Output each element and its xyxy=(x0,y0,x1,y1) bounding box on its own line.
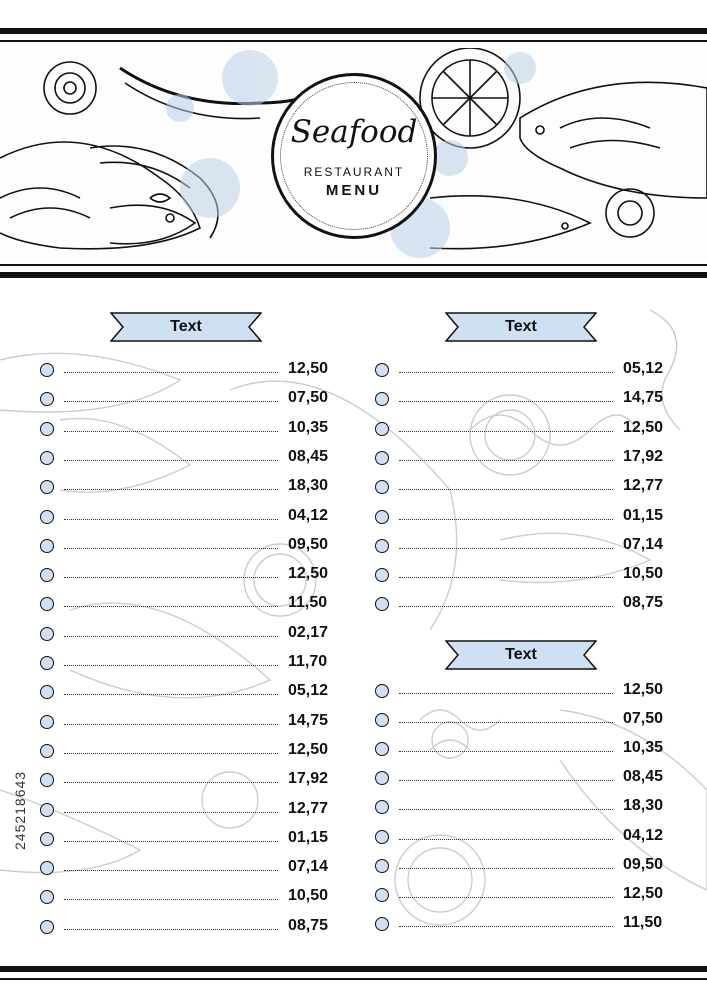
dotted-leader-line xyxy=(399,372,613,373)
bullet-circle-icon xyxy=(40,597,54,611)
item-price: 07,14 xyxy=(288,858,329,876)
menu-item-row xyxy=(40,653,338,675)
dotted-leader-line xyxy=(64,929,278,930)
dotted-leader-line xyxy=(399,897,613,898)
dotted-leader-line xyxy=(399,722,613,723)
banner-bottom-rule-thick xyxy=(0,272,707,278)
item-price: 14,75 xyxy=(288,711,329,729)
menu-item-row xyxy=(375,536,673,558)
item-price: 12,50 xyxy=(288,740,329,758)
bullet-circle-icon xyxy=(40,510,54,524)
item-price: 04,12 xyxy=(623,826,664,844)
bullet-circle-icon xyxy=(375,363,389,377)
bullet-circle-icon xyxy=(40,715,54,729)
dotted-leader-line xyxy=(399,519,613,520)
menu-label: MENU xyxy=(325,182,383,199)
item-price: 17,92 xyxy=(288,770,329,788)
restaurant-title: Seafood xyxy=(290,114,418,150)
menu-item-row xyxy=(375,797,673,819)
bullet-circle-icon xyxy=(40,539,54,553)
item-price: 12,50 xyxy=(623,884,664,902)
bullet-circle-icon xyxy=(375,451,389,465)
item-price: 07,50 xyxy=(623,710,664,728)
top-rule-thick xyxy=(0,28,707,34)
item-price: 05,12 xyxy=(288,682,329,700)
dotted-leader-line xyxy=(64,636,278,637)
menu-item-row xyxy=(375,885,673,907)
dotted-leader-line xyxy=(64,489,278,490)
menu-item-row xyxy=(40,565,338,587)
menu-item-row xyxy=(375,681,673,703)
menu-item-row xyxy=(40,594,338,616)
menu-item-row xyxy=(375,477,673,499)
bottom-rule-thin xyxy=(0,978,707,980)
bullet-circle-icon xyxy=(40,480,54,494)
bullet-circle-icon xyxy=(40,656,54,670)
item-price: 11,70 xyxy=(288,653,328,670)
bullet-circle-icon xyxy=(40,920,54,934)
item-price: 05,12 xyxy=(623,360,664,377)
menu-item-row xyxy=(375,856,673,878)
top-rule-thin xyxy=(0,40,707,42)
bullet-circle-icon xyxy=(40,890,54,904)
menu-item-row xyxy=(40,800,338,822)
bullet-circle-icon xyxy=(40,363,54,377)
dotted-leader-line xyxy=(399,868,613,869)
bullet-circle-icon xyxy=(40,744,54,758)
dotted-leader-line xyxy=(64,782,278,783)
bullet-circle-icon xyxy=(375,568,389,582)
dotted-leader-line xyxy=(399,780,613,781)
item-price: 18,30 xyxy=(288,477,329,495)
dotted-leader-line xyxy=(64,431,278,432)
menu-item-row xyxy=(40,477,338,499)
banner-bottom-rule-thin xyxy=(0,264,707,266)
item-price: 18,30 xyxy=(623,797,664,815)
item-price: 12,50 xyxy=(288,360,329,377)
stock-id-watermark: 245218643 xyxy=(12,770,28,850)
dotted-leader-line xyxy=(64,577,278,578)
menu-item-row xyxy=(40,682,338,704)
menu-item-row xyxy=(40,887,338,909)
item-price: 01,15 xyxy=(288,828,329,846)
section-1-heading: Text xyxy=(170,318,202,335)
menu-item-row xyxy=(375,389,673,411)
bullet-circle-icon xyxy=(375,422,389,436)
restaurant-subtitle: RESTAURANT xyxy=(303,165,405,179)
dotted-leader-line xyxy=(399,751,613,752)
dotted-leader-line xyxy=(399,431,613,432)
item-price: 10,50 xyxy=(288,887,329,905)
bullet-circle-icon xyxy=(375,830,389,844)
bullet-circle-icon xyxy=(375,742,389,756)
item-price: 08,75 xyxy=(288,916,329,934)
dotted-leader-line xyxy=(399,926,613,927)
bullet-circle-icon xyxy=(40,832,54,846)
bullet-circle-icon xyxy=(40,803,54,817)
menu-item-row xyxy=(40,419,338,441)
bullet-circle-icon xyxy=(375,917,389,931)
item-price: 01,15 xyxy=(623,506,664,524)
dotted-leader-line xyxy=(64,460,278,461)
dotted-leader-line xyxy=(399,460,613,461)
dotted-leader-line xyxy=(64,694,278,695)
item-price: 08,75 xyxy=(623,594,664,612)
bullet-circle-icon xyxy=(375,684,389,698)
item-price: 11,50 xyxy=(623,913,663,931)
item-price: 10,35 xyxy=(288,418,329,436)
item-price: 04,12 xyxy=(288,506,329,524)
item-price: 09,50 xyxy=(288,535,329,553)
dotted-leader-line xyxy=(399,577,613,578)
menu-item-row xyxy=(375,710,673,732)
menu-item-row xyxy=(40,858,338,880)
section-3-heading: Text xyxy=(505,646,537,663)
section-2-heading: Text xyxy=(505,318,537,335)
dotted-leader-line xyxy=(399,606,613,607)
menu-item-row xyxy=(375,360,673,382)
bullet-circle-icon xyxy=(40,773,54,787)
item-price: 10,50 xyxy=(623,565,664,583)
menu-item-row xyxy=(375,448,673,470)
menu-item-row xyxy=(40,829,338,851)
item-price: 07,14 xyxy=(623,535,664,553)
item-price: 12,77 xyxy=(288,799,329,817)
item-price: 11,50 xyxy=(288,594,328,612)
menu-item-row xyxy=(375,419,673,441)
item-price: 12,50 xyxy=(623,418,664,436)
item-price: 12,50 xyxy=(288,565,329,583)
menu-item-row xyxy=(40,389,338,411)
dotted-leader-line xyxy=(399,401,613,402)
dotted-leader-line xyxy=(64,753,278,754)
bullet-circle-icon xyxy=(375,480,389,494)
dotted-leader-line xyxy=(399,548,613,549)
dotted-leader-line xyxy=(64,812,278,813)
item-price: 07,50 xyxy=(288,389,329,407)
section-1-heading-ribbon xyxy=(110,312,262,342)
dotted-leader-line xyxy=(64,899,278,900)
dotted-leader-line xyxy=(64,665,278,666)
dotted-leader-line xyxy=(64,548,278,549)
dotted-leader-line xyxy=(64,372,278,373)
menu-item-row xyxy=(40,448,338,470)
bullet-circle-icon xyxy=(40,422,54,436)
item-price: 08,45 xyxy=(623,768,664,786)
menu-item-row xyxy=(375,739,673,761)
menu-item-row xyxy=(375,768,673,790)
dotted-leader-line xyxy=(64,519,278,520)
menu-item-row xyxy=(375,565,673,587)
item-price: 12,50 xyxy=(623,681,664,698)
restaurant-logo-badge xyxy=(271,73,437,239)
menu-item-row xyxy=(40,770,338,792)
item-price: 17,92 xyxy=(623,447,664,465)
menu-item-row xyxy=(40,507,338,529)
dotted-leader-line xyxy=(64,841,278,842)
menu-item-row xyxy=(40,712,338,734)
dotted-leader-line xyxy=(399,839,613,840)
badge-dotted-ring xyxy=(280,82,428,230)
dotted-leader-line xyxy=(64,401,278,402)
bullet-circle-icon xyxy=(375,859,389,873)
menu-item-row xyxy=(40,624,338,646)
bullet-circle-icon xyxy=(375,771,389,785)
bullet-circle-icon xyxy=(40,568,54,582)
item-price: 10,35 xyxy=(623,739,664,757)
menu-item-row xyxy=(375,507,673,529)
menu-item-row xyxy=(40,360,338,382)
bullet-circle-icon xyxy=(40,627,54,641)
section-3-heading-ribbon xyxy=(445,640,597,670)
bullet-circle-icon xyxy=(40,451,54,465)
dotted-leader-line xyxy=(64,724,278,725)
bullet-circle-icon xyxy=(375,800,389,814)
bottom-rule-thick xyxy=(0,966,707,972)
dotted-leader-line xyxy=(399,489,613,490)
bullet-circle-icon xyxy=(375,539,389,553)
menu-item-row xyxy=(375,827,673,849)
bullet-circle-icon xyxy=(375,713,389,727)
dotted-leader-line xyxy=(64,870,278,871)
dotted-leader-line xyxy=(399,809,613,810)
dotted-leader-line xyxy=(64,606,278,607)
item-price: 12,77 xyxy=(623,477,664,495)
bullet-circle-icon xyxy=(375,597,389,611)
menu-item-row xyxy=(375,594,673,616)
item-price: 08,45 xyxy=(288,447,329,465)
dotted-leader-line xyxy=(399,693,613,694)
bullet-circle-icon xyxy=(375,888,389,902)
bullet-circle-icon xyxy=(40,861,54,875)
item-price: 14,75 xyxy=(623,389,664,407)
item-price: 02,17 xyxy=(288,623,329,641)
item-price: 09,50 xyxy=(623,855,664,873)
menu-item-row xyxy=(40,917,338,939)
bullet-circle-icon xyxy=(40,685,54,699)
menu-item-row xyxy=(375,914,673,936)
bullet-circle-icon xyxy=(375,510,389,524)
menu-item-row xyxy=(40,536,338,558)
menu-item-row xyxy=(40,741,338,763)
section-2-heading-ribbon xyxy=(445,312,597,342)
bullet-circle-icon xyxy=(375,392,389,406)
seafood-banner-illustration xyxy=(0,48,707,260)
bullet-circle-icon xyxy=(40,392,54,406)
